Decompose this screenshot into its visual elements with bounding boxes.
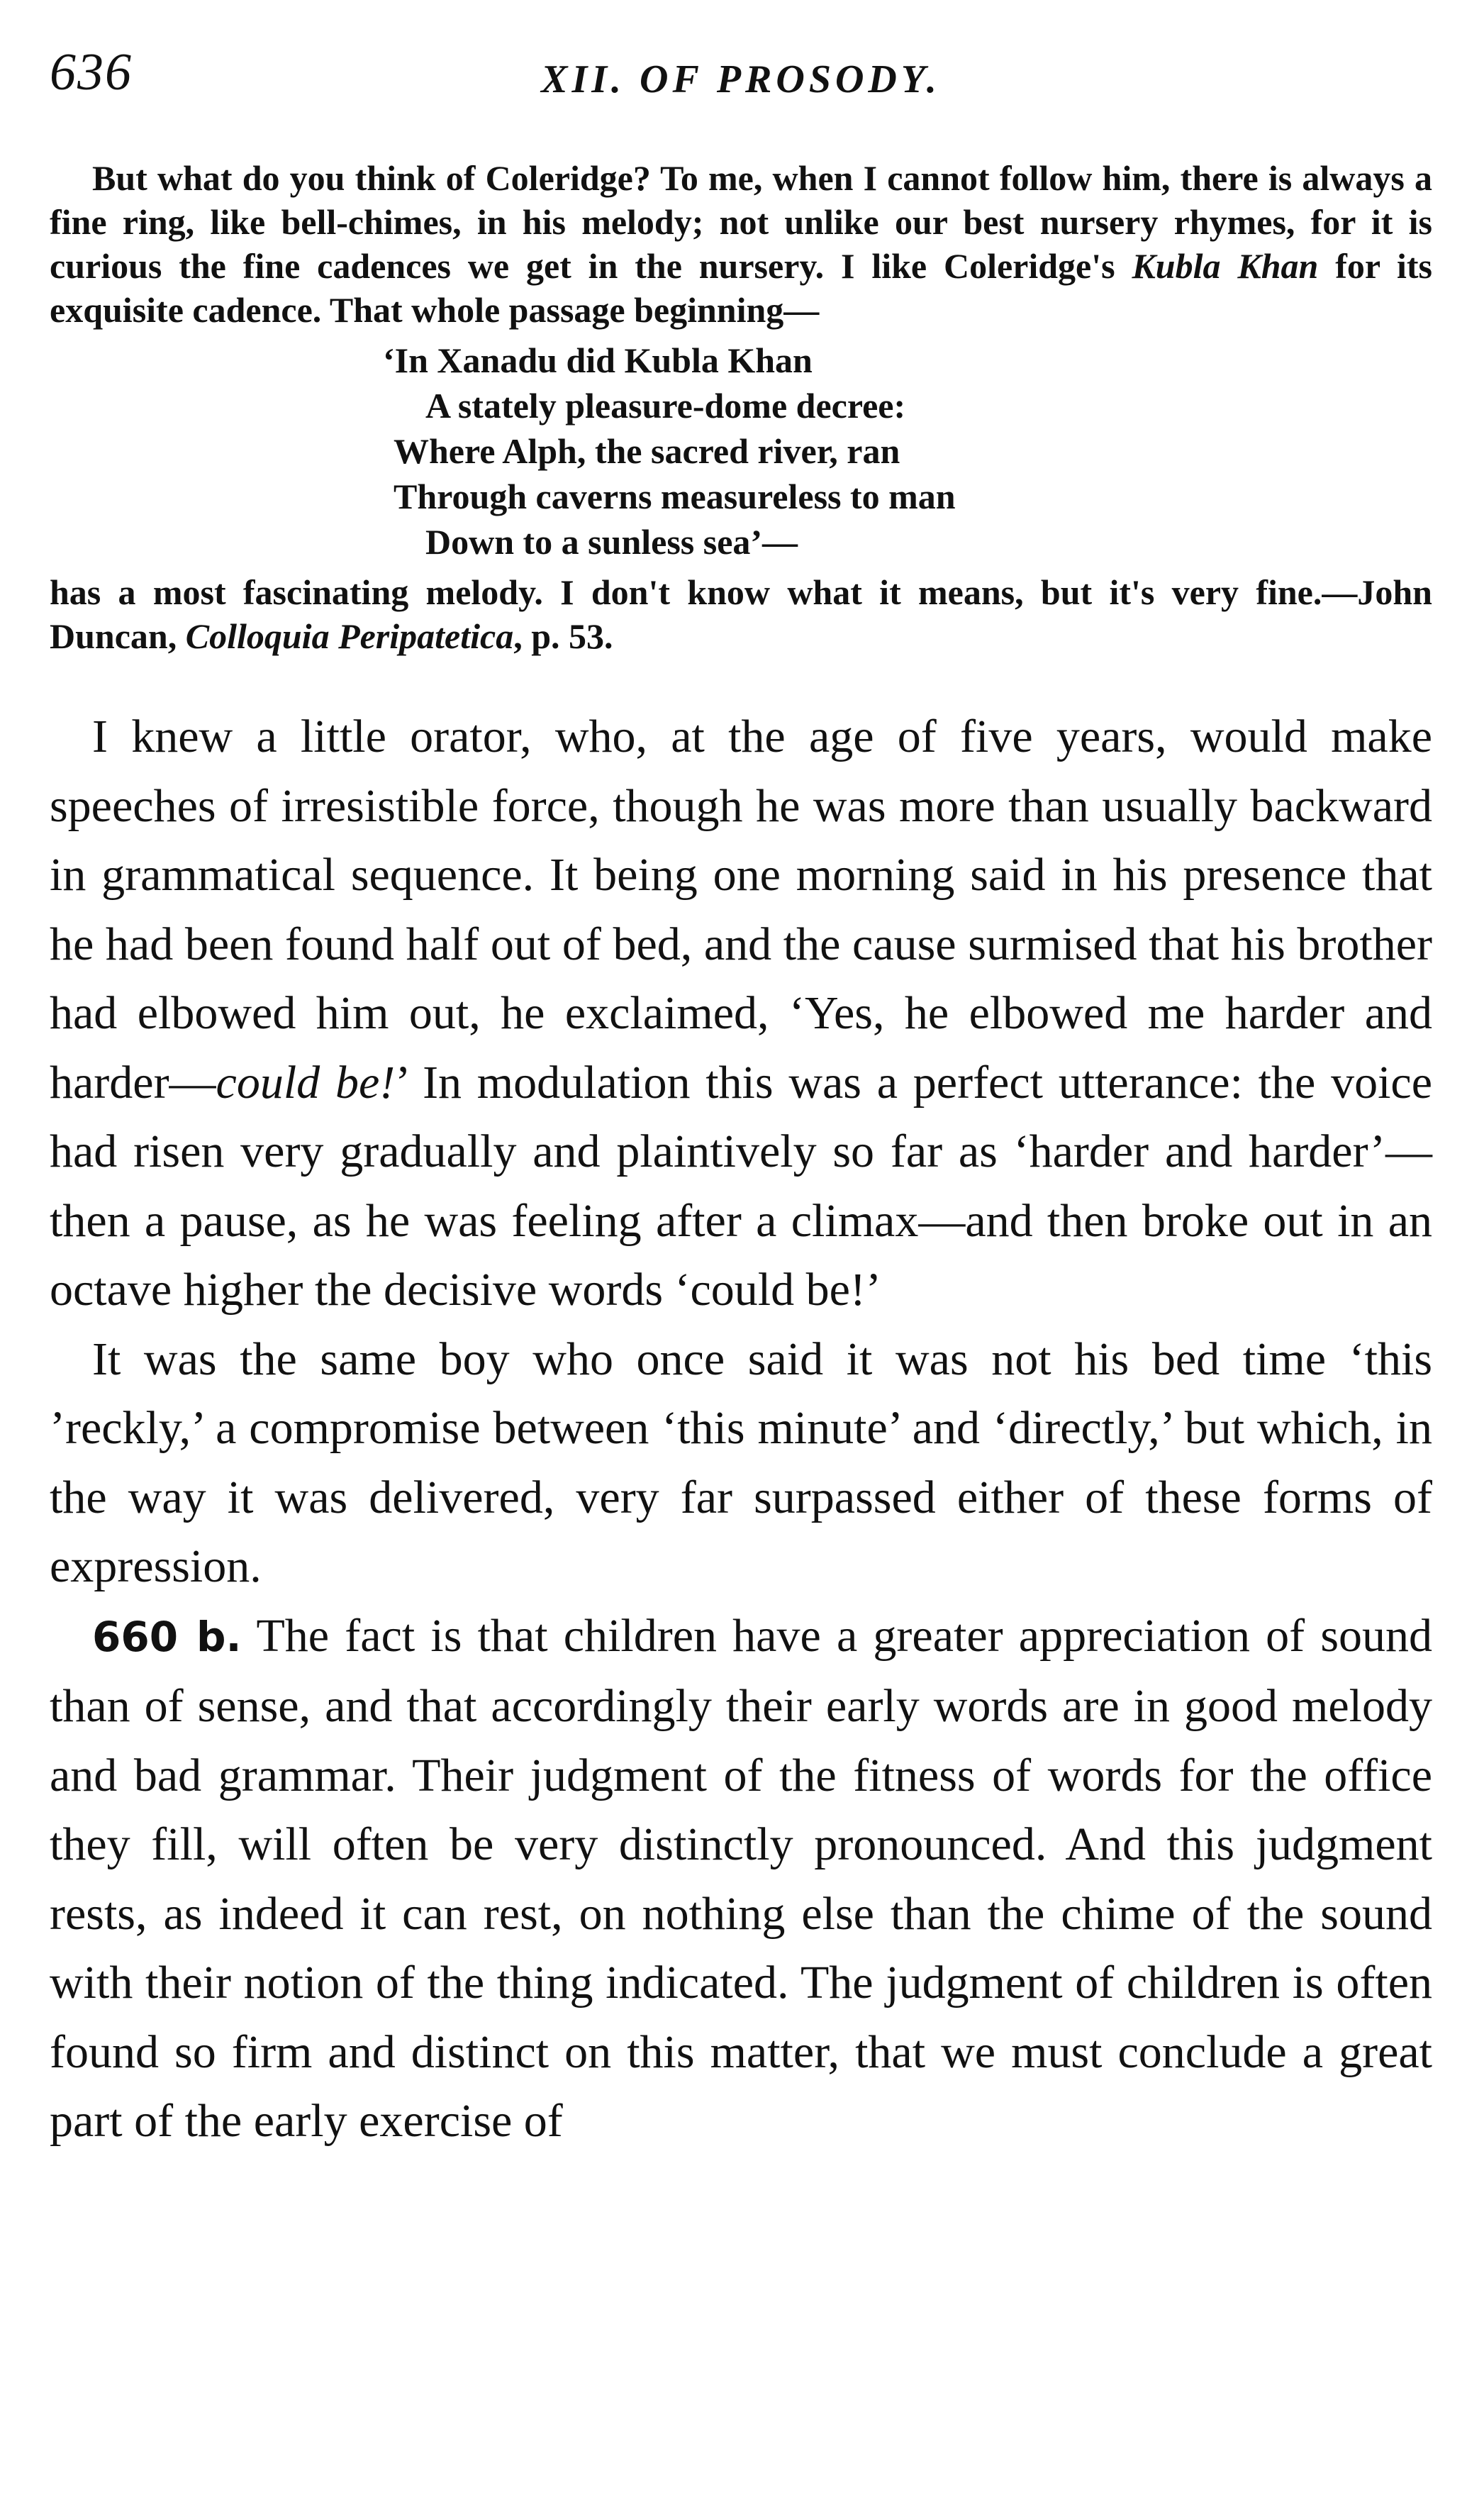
- footnote-poem-title: Kubla Khan: [1132, 246, 1319, 286]
- running-title: XII. OF PROSODY.: [541, 57, 941, 101]
- section-number: 660 b.: [92, 1612, 242, 1661]
- footnote-intro-end: for its exquisite cadence. That whole passage beginning—: [50, 246, 1432, 330]
- footnote-intro: [50, 156, 1432, 332]
- page-number: 636: [50, 43, 133, 101]
- page-header: [50, 43, 1432, 128]
- verse-block: [383, 338, 1432, 565]
- footnote-source-title: Colloquia Peripatetica: [185, 616, 514, 656]
- paragraph-orator: [50, 702, 1432, 1325]
- paragraph-660b: [50, 1601, 1432, 2156]
- paragraph-orator-start: I knew a little orator, who, at the age of five years, would make speeches of irresistible force, though he was more than usually backward in grammatical sequence. It being one morning said in his presence that he had been found half out of bed, and the cause surmised that his brother had elbowed him out, he exclaimed, ‘Yes, he elbowed me harder and harder—: [50, 711, 1432, 1109]
- verse-line: Down to a sunless sea’—: [425, 522, 798, 562]
- verse-line: A stately pleasure-dome decree:: [425, 386, 906, 426]
- footnote-intro-text: But what do you think of Coleridge? To me, when I cannot follow him, there is always a fine ring, like bell-chimes, in his melody; not unlike our best nursery rhymes, for it is curious the fine cadences we get in the nursery. I like Coleridge's: [50, 158, 1432, 286]
- book-page: [50, 43, 1432, 2489]
- paragraph-orator-end: ’ In modulation this was a perfect utterance: the voice had risen very gradually and plaintively so far as ‘harder and harder’—then a pause, as he was feeling after a climax—and then broke out in an octave higher the decisive words ‘could be!’: [50, 1056, 1432, 1316]
- footnote-source-page: , p. 53.: [513, 616, 613, 656]
- main-text: [50, 702, 1432, 2156]
- paragraph-660b-text: The fact is that children have a greater appreciation of sound than of sense, and that accordingly their early words are in good melody and bad grammar. Their judgment of the fitness of words for the office they fill, will often be very distinctly pronounced. And this judgment rests, as indeed it can rest, on nothing else than the chime of the sound with their notion of the thing indicated. The judgment of children is often found so firm and distinct on this matter, that we must conclude a great part of the early exercise of: [50, 1609, 1432, 2147]
- footnote-quotation: [50, 156, 1432, 658]
- verse-line: Through caverns measureless to man: [394, 477, 956, 516]
- paragraph-bedtime: It was the same boy who once said it was not his bed time ‘this ’reckly,’ a compromise between ‘this minute’ and ‘directly,’ but which, in the way it was delivered, very far surpassed either of these forms of expression.: [50, 1333, 1432, 1592]
- footnote-conclusion-text: has a most fascinating melody. I don't know what it means, but it's very fine.—John Duncan,: [50, 572, 1432, 656]
- footnote-conclusion: [50, 570, 1432, 658]
- verse-line: ‘In Xanadu did Kubla Khan: [383, 340, 813, 380]
- paragraph-orator-italic: could be!: [216, 1056, 396, 1109]
- verse-line: Where Alph, the sacred river, ran: [394, 431, 900, 471]
